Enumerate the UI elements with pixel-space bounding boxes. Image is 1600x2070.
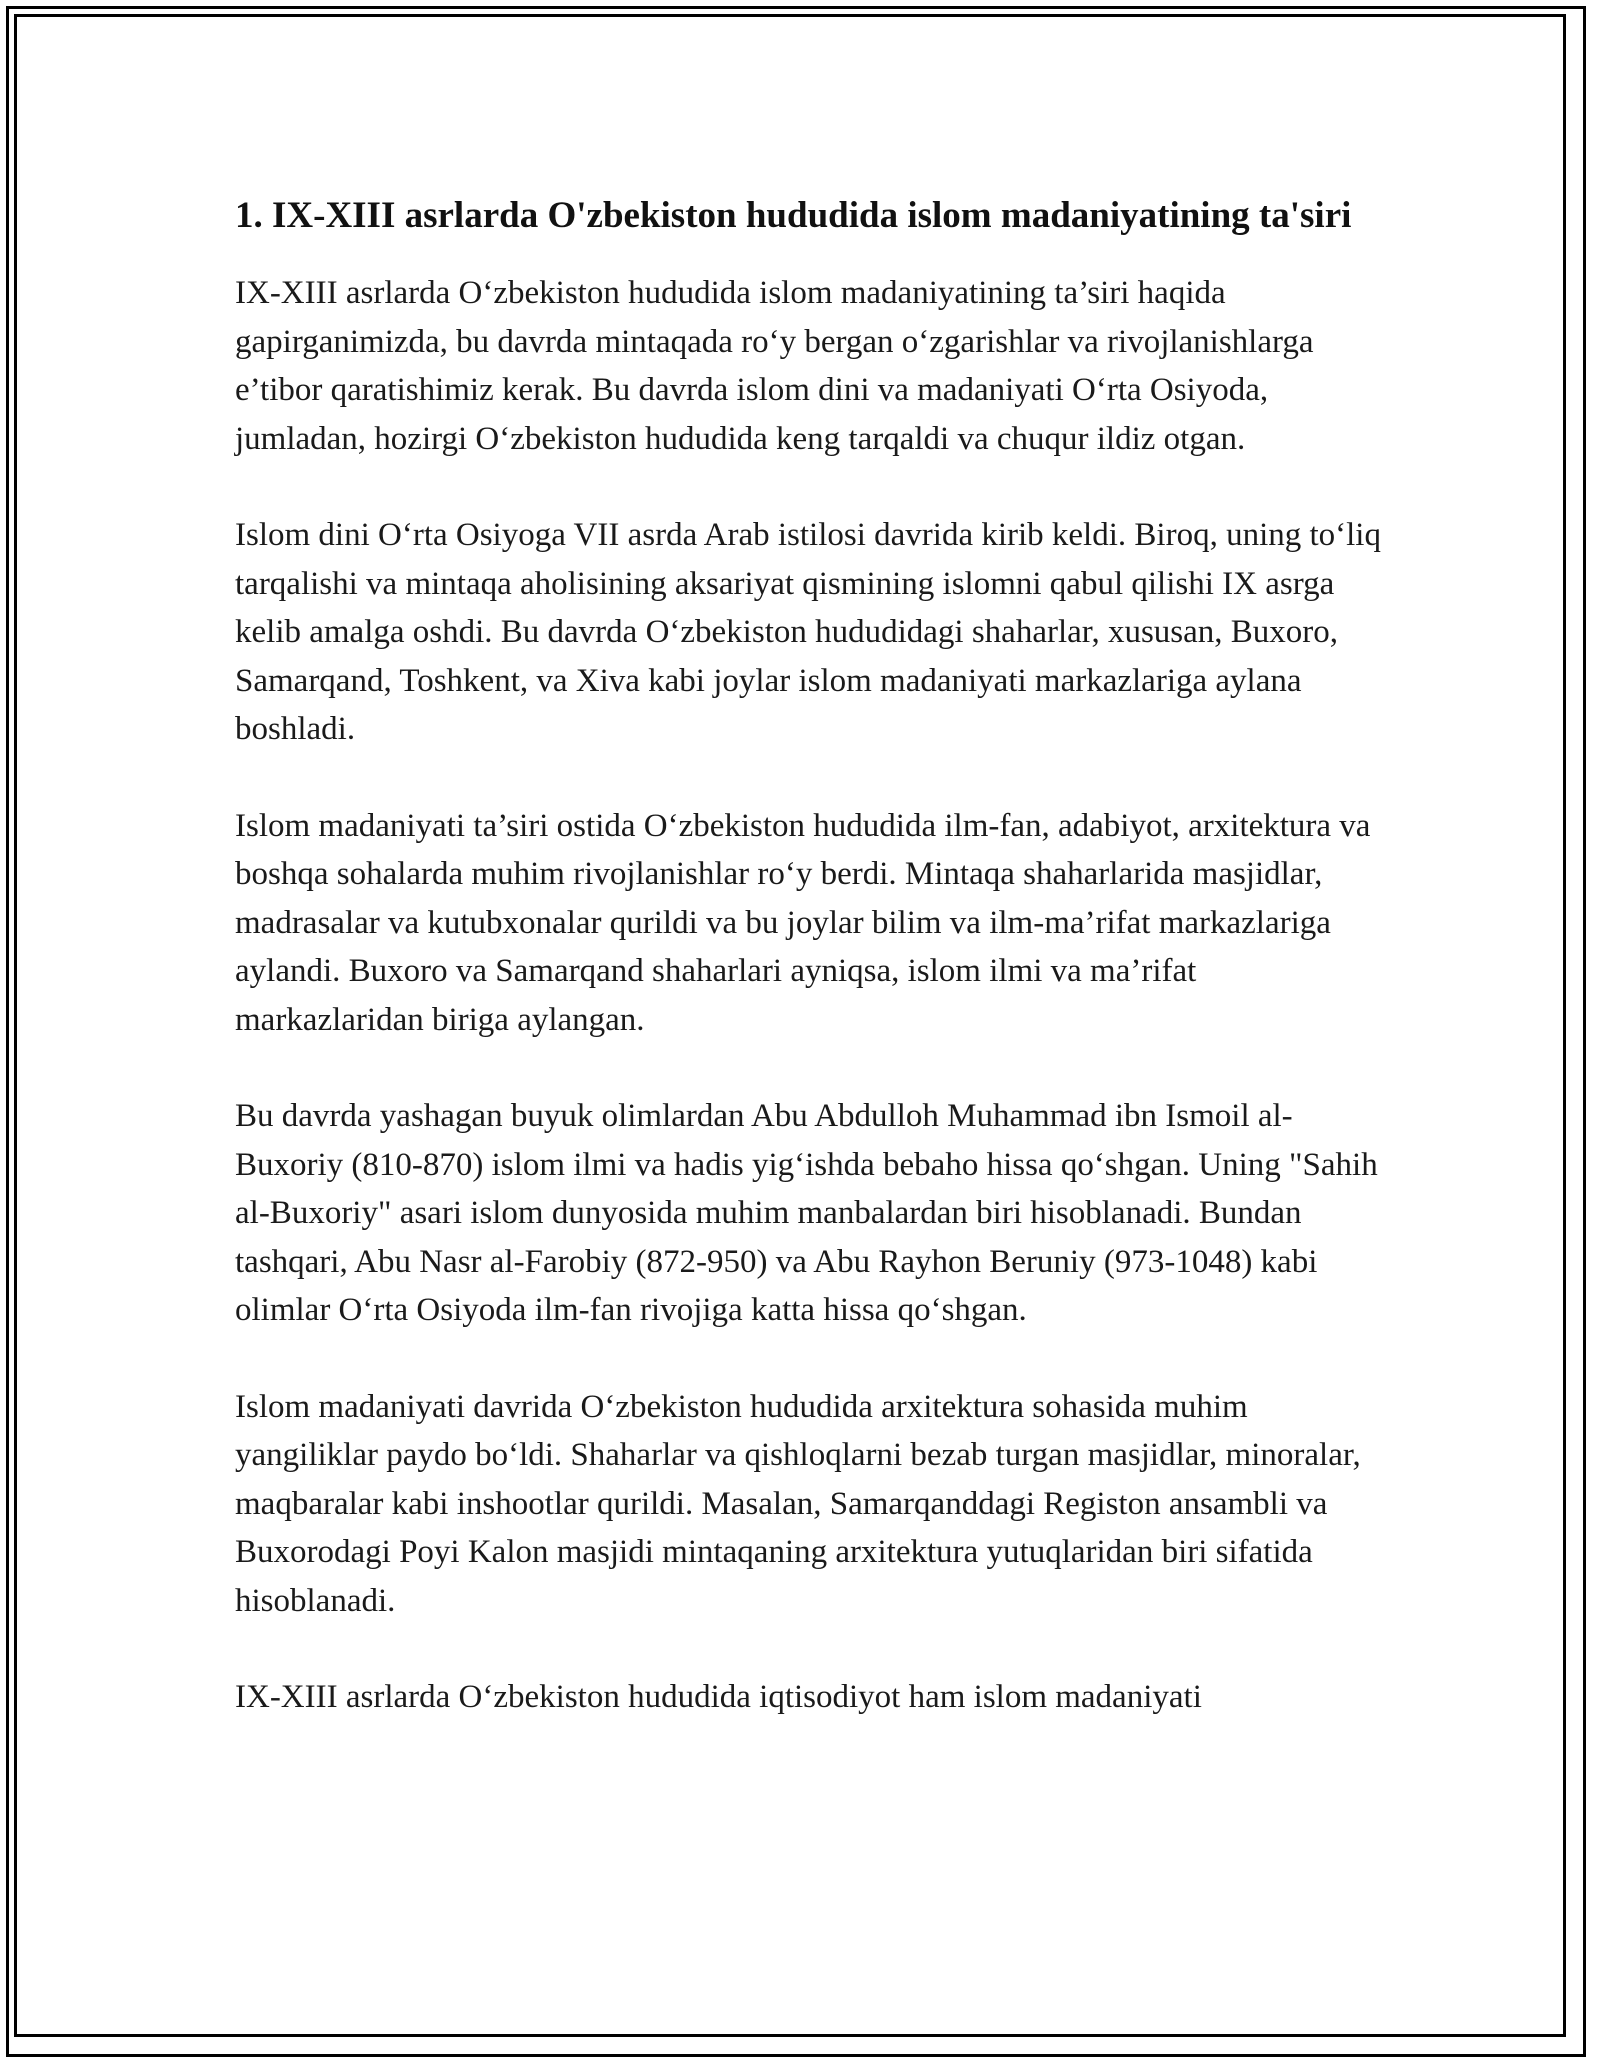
paragraph-science-and-culture: Islom madaniyati ta’siri ostida O‘zbekiston hududida ilm-fan, adabiyot, arxitektura va boshqa sohalarda muhim rivojlanishlar ro‘y berdi. Mintaqa shaharlarida masjidlar, madrasalar va kutubxonalar qurildi va bu joylar bilim va ilm-ma’rifat markazlariga aylandi. Buxoro va Samarqand shaharlari ayniqsa, islom ilmi va ma’rifat markazlaridan biriga aylangan. bbox=[235, 807, 1371, 1038]
section-heading: 1. IX-XIII asrlarda O'zbekiston hududida islom madaniyatining ta'siri bbox=[235, 195, 1352, 236]
document-body bbox=[235, 188, 1385, 1722]
paragraph-intro: IX-XIII asrlarda O‘zbekiston hududida islom madaniyatining ta’siri haqida gapirganimizda, bu davrda mintaqada ro‘y bergan o‘zgarishlar va rivojlanishlarga e’tibor qaratishimiz kerak. Bu davrda islom dini va madaniyati O‘rta Osiyoda, jumladan, hozirgi O‘zbekiston hududida keng tarqaldi va chuqur ildiz otgan. bbox=[235, 275, 1314, 457]
paragraph-economy: IX-XIII asrlarda O‘zbekiston hududida iqtisodiyot ham islom madaniyati bbox=[235, 1679, 1202, 1715]
paragraph-scholars: Bu davrda yashagan buyuk olimlardan Abu Abdulloh Muhammad ibn Ismoil al-Buxoriy (810-870) islom ilmi va hadis yig‘ishda bebaho hissa qo‘shgan. Uning "Sahih al-Buxoriy" asari islom dunyosida muhim manbalardan biri hisoblanadi. Bundan tashqari, Abu Nasr al-Farobiy (872-950) va Abu Rayhon Beruniy (973-1048) kabi olimlar O‘rta Osiyoda ilm-fan rivojiga katta hissa qo‘shgan. bbox=[235, 1098, 1378, 1328]
paragraph-spread-of-islam: Islom dini O‘rta Osiyoga VII asrda Arab istilosi davrida kirib keldi. Biroq, uning to‘liq tarqalishi va mintaqa aholisining aksariyat qismining islomni qabul qilishi IX asrga kelib amalga oshdi. Bu davrda O‘zbekiston hududidagi shaharlar, xususan, Buxoro, Samarqand, Toshkent, va Xiva kabi joylar islom madaniyati markazlariga aylana boshladi. bbox=[235, 517, 1381, 747]
paragraph-architecture: Islom madaniyati davrida O‘zbekiston hududida arxitektura sohasida muhim yangiliklar paydo bo‘ldi. Shaharlar va qishloqlarni bezab turgan masjidlar, minoralar, maqbaralar kabi inshootlar qurildi. Masalan, Samarqanddagi Registon ansambli va Buxorodagi Poyi Kalon masjidi mintaqaning arxitektura yutuqlaridan biri sifatida hisoblanadi. bbox=[235, 1388, 1361, 1619]
